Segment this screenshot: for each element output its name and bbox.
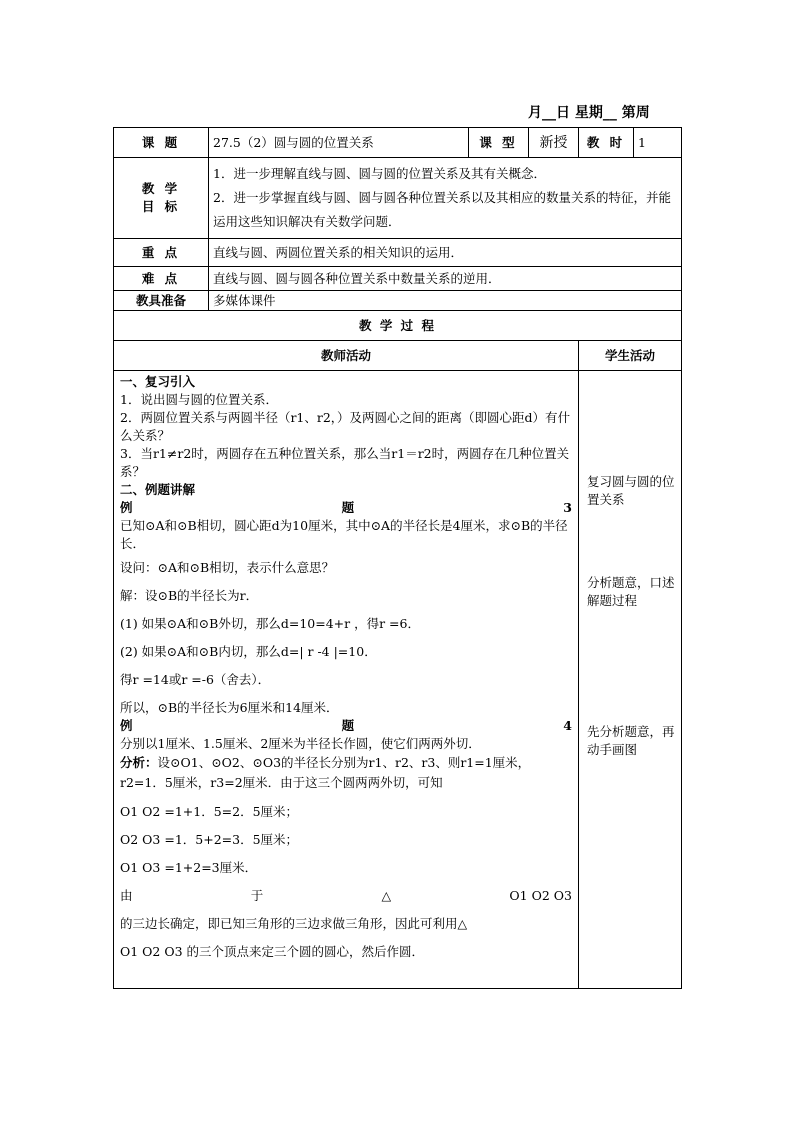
example-3-case-2: (2) 如果⊙A和⊙B内切，那么d=| r -4 |=10． [120,644,377,659]
topic-label: 课 题 [114,128,209,158]
student-item-3: 先分析题意，再动手画图 [587,724,675,757]
example-4-analysis [120,753,572,793]
review-question-3: 3．当r1≠r2时，两圆存在五种位置关系，那么当r1＝r2时，两圆存在几种位置关系？ [120,446,570,479]
example-3-case-1: (1) 如果⊙A和⊙B外切，那么d=10=4+r ，得r =6． [120,616,420,631]
section-review-title: 一、复习引入 [120,374,196,389]
hours-label: 教 时 [579,128,634,158]
example-4-word-a: 例 [120,718,133,733]
teacher-head: 教师活动 [114,341,579,371]
key-value: 直线与圆、两圆位置关系的相关知识的运用． [209,239,682,267]
example-4-eq-3: O1 O3 =1+2=3厘米． [120,860,258,875]
triangle-vertices: O1 O2 O3 [509,888,572,903]
example-4-number: 4 [563,718,572,733]
key-label: 重 点 [114,239,209,267]
example-4-heading [120,717,572,735]
student-item-1: 复习圆与圆的位置关系 [587,474,675,507]
lesson-plan-table [113,127,682,989]
example-3-number: 3 [563,500,572,515]
example-4-eq-1: O1 O2 =1+1．5=2．5厘米； [120,804,299,819]
review-question-1: 1．说出圆与圆的位置关系． [120,392,278,407]
review-question-2: 2．两圆位置关系与两圆半径（r1、r2，）及两圆心之间的距离（即圆心距d）有什么关系？ [120,410,571,443]
example-4-eq-2: O2 O3 =1．5+2=3．5厘米； [120,832,299,847]
tools-label: 教具准备 [114,291,209,311]
section-examples-title: 二、例题讲解 [120,482,196,497]
tools-value: 多媒体课件 [209,291,682,311]
type-value: 新授 [529,128,579,158]
triangle-symbol: △ [381,888,392,903]
example-3-word-b: 题 [341,500,355,515]
example-3-text: 已知⊙A和⊙B相切，圆心距d为10厘米，其中⊙A的半径长是4厘米，求⊙B的半径长． [120,518,568,551]
example-3-solution: 解：设⊙B的半径长为r． [120,588,259,603]
goal-label-line-2: 目 标 [141,199,181,214]
example-4-since-line [120,887,572,905]
topic-value: 27.5（2）圆与圆的位置关系 [209,128,469,158]
example-3-heading [120,499,572,517]
example-4-method: 的三边长确定，即已知三角形的三边求做三角形，因此可利用△ [120,916,468,931]
difficult-label: 难 点 [114,267,209,291]
date-line: 月__日 星期__ 第周 [528,105,650,121]
since-word-b: 于 [250,888,264,903]
example-3-result: 得r =14或r =-6（舍去）． [120,672,271,687]
example-4-construct: O1 O2 O3 的三个顶点来定三个圆的圆心，然后作圆． [120,944,425,959]
goal-1: 1．进一步理解直线与圆、圆与圆的位置关系及其有关概念． [213,166,546,181]
example-4-analysis-text: 设⊙O1、⊙O2、⊙O3的半径长分别为r1、r2、r3、则r1=1厘米，r2=1．5厘米，r3=2厘米．由于这三个圆两两外切，可知 [120,755,531,790]
goal-2: 2．进一步掌握直线与圆、圆与圆各种位置关系以及其相应的数量关系的特征，并能运用这些知识解决有关数学问题． [213,190,671,229]
example-4-word-b: 题 [341,718,355,733]
goal-label-line-1: 教 学 [141,181,181,196]
student-head: 学生活动 [579,341,682,371]
example-4-text: 分别以1厘米、1.5厘米、2厘米为半径长作圆，使它们两两外切． [120,736,481,751]
example-3-word-a: 例 [120,500,133,515]
process-title: 教 学 过 程 [114,311,682,341]
difficult-value: 直线与圆、圆与圆各种位置关系中数量关系的逆用． [209,267,682,291]
example-3-question: 设问：⊙A和⊙B相切，表示什么意思？ [120,560,335,575]
hours-value: 1 [634,128,682,158]
goal-content [209,158,682,239]
example-3-conclusion: 所以，⊙B的半径长为6厘米和14厘米． [120,700,339,715]
example-4-analysis-label: 分析： [120,755,158,770]
type-label: 课 型 [469,128,529,158]
goal-label [114,158,209,239]
since-word-a: 由 [120,888,133,903]
teacher-activity [114,371,579,989]
student-activity [579,371,682,989]
student-item-2: 分析题意，口述解题过程 [587,575,675,608]
